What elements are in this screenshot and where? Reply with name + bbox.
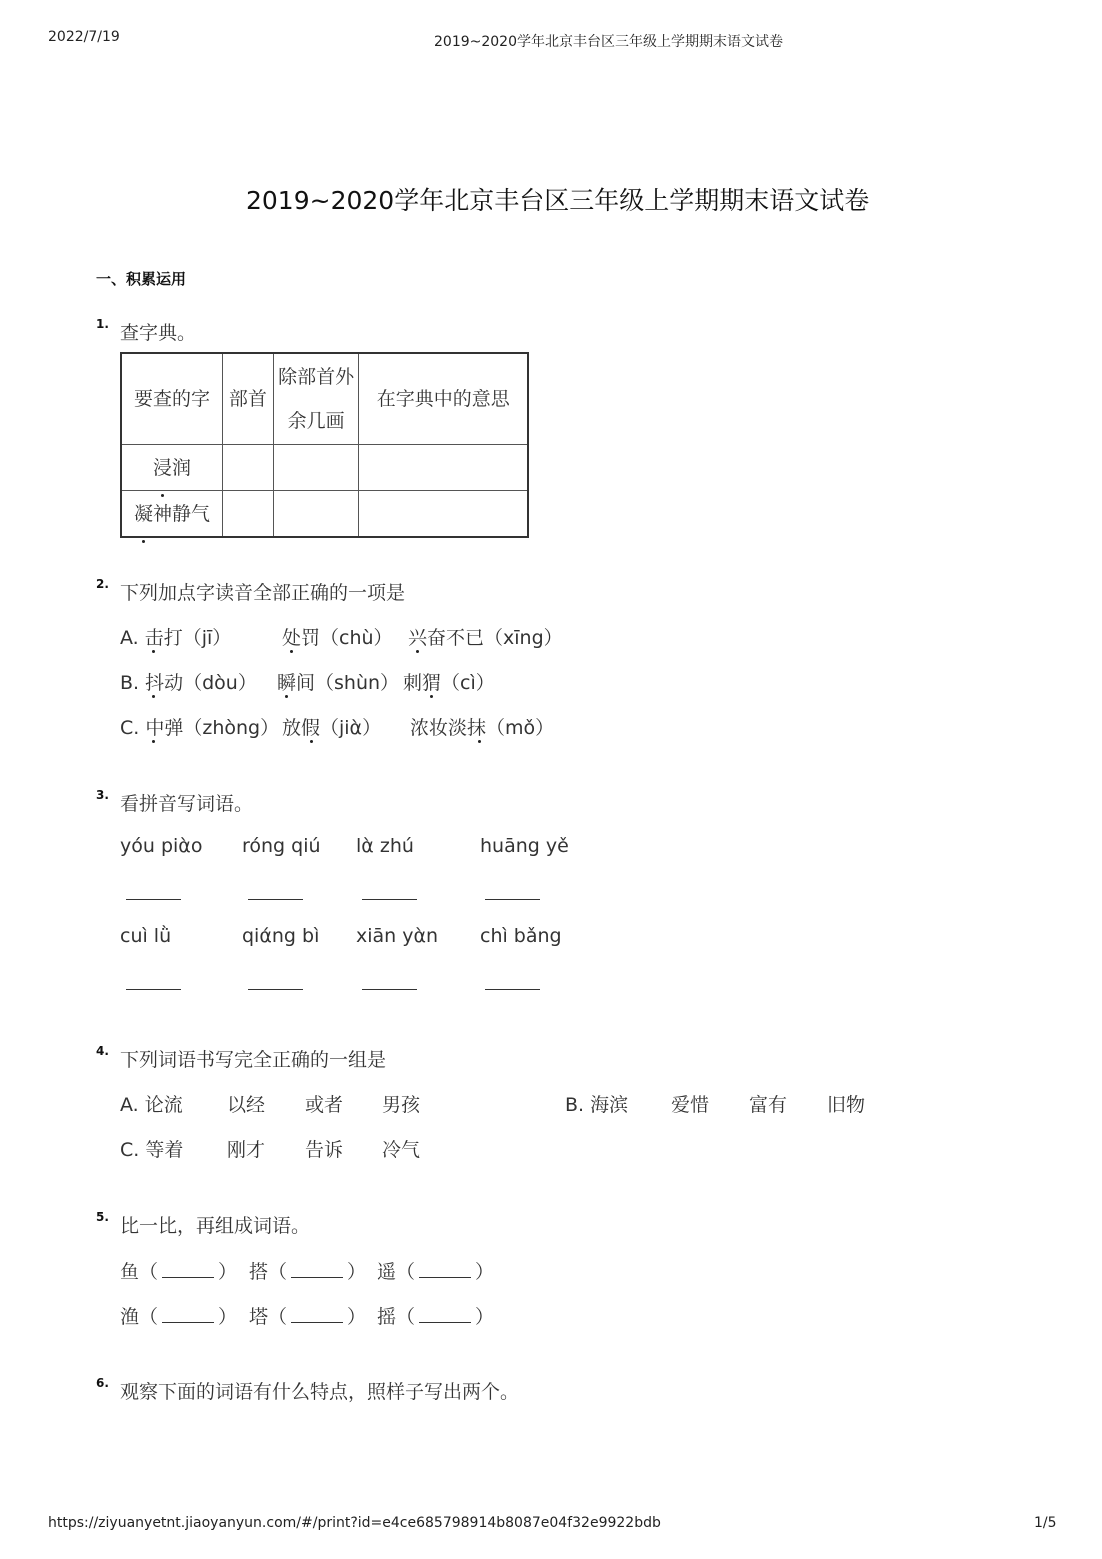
print-header-title: 2019~2020学年北京丰台区三年级上学期期末语文试卷 (434, 34, 783, 50)
char: 搭 (249, 1261, 269, 1283)
dictionary-table (120, 352, 529, 538)
table-row (121, 445, 528, 491)
question-number: 6. (96, 1376, 109, 1390)
page-title: 2019~2020学年北京丰台区三年级上学期期末语文试卷 (246, 186, 870, 215)
option-a-word-2: 处罚（chù） (282, 627, 393, 649)
page-number: 1/5 (1034, 1515, 1057, 1531)
answer-cell[interactable] (223, 445, 274, 491)
compare-row (377, 1302, 494, 1329)
section-heading: 一、积累运用 (96, 270, 187, 288)
footer-url: https://ziyuanyetnt.jiaoyanyun.com/#/print?id=e4ce685798914b8087e04f32e9922bdb (48, 1515, 661, 1531)
table-header-line: 余几画 (287, 410, 345, 432)
dotted-word (153, 446, 191, 490)
paren-open: （ (139, 1261, 159, 1283)
table-cell (121, 491, 223, 538)
pinyin-prompt: huāng yě (480, 835, 569, 857)
table-header-line: 除部首外 (278, 366, 355, 388)
option-c-word-1: C. 中弹（zhòng） (120, 717, 280, 739)
option-c-word: C. 等着 (120, 1139, 184, 1161)
option-a-word: 男孩 (382, 1094, 421, 1116)
answer-cell[interactable] (223, 491, 274, 538)
option-c-word: 刚才 (227, 1139, 266, 1161)
emphasis-dot (478, 740, 481, 743)
answer-line[interactable] (362, 989, 417, 990)
paren-close: ） (475, 1306, 495, 1328)
option-a-word-3: 兴奋不已（xīng） (408, 627, 563, 649)
option-b-word: 旧物 (827, 1094, 866, 1116)
question-prompt: 下列加点字读音全部正确的一项是 (120, 582, 406, 604)
paren-open: （ (139, 1306, 159, 1328)
answer-line[interactable] (485, 989, 540, 990)
answer-line[interactable] (126, 899, 181, 900)
answer-blank[interactable] (291, 1306, 343, 1323)
emphasis-dot (152, 695, 155, 698)
answer-cell[interactable] (273, 491, 359, 538)
question-prompt: 比一比，再组成词语。 (120, 1215, 311, 1237)
paren-close: ） (475, 1261, 495, 1283)
option-b-word: 爱惜 (671, 1094, 710, 1116)
option-c-word: 告诉 (305, 1139, 344, 1161)
paren-open: （ (396, 1306, 416, 1328)
compare-row (377, 1257, 494, 1284)
question-number: 5. (96, 1210, 109, 1224)
char: 遥 (377, 1261, 397, 1283)
answer-blank[interactable] (162, 1261, 214, 1278)
paren-close: ） (347, 1261, 367, 1283)
answer-blank[interactable] (419, 1306, 471, 1323)
question-number: 4. (96, 1044, 109, 1058)
pinyin-prompt: róng qiú (242, 835, 321, 857)
question-number: 2. (96, 577, 109, 591)
char: 渔 (120, 1306, 140, 1328)
answer-line[interactable] (126, 989, 181, 990)
question-number: 3. (96, 788, 109, 802)
answer-line[interactable] (248, 989, 303, 990)
answer-cell[interactable] (359, 491, 528, 538)
print-date: 2022/7/19 (48, 29, 120, 45)
pinyin-prompt: chì bǎng (480, 925, 562, 947)
paren-open: （ (268, 1306, 288, 1328)
option-b-word-1: B. 抖动（dòu） (120, 672, 257, 694)
emphasis-dot (430, 695, 433, 698)
paren-close: ） (218, 1306, 238, 1328)
table-cell (121, 445, 223, 491)
table-header: 部首 (223, 353, 274, 445)
question-prompt: 看拼音写词语。 (120, 793, 254, 815)
emphasis-dot (416, 650, 419, 653)
option-b-word: 富有 (749, 1094, 788, 1116)
option-a-word: 以经 (227, 1094, 266, 1116)
pinyin-prompt: xiān yὰn (356, 925, 439, 947)
question-prompt: 观察下面的词语有什么特点，照样子写出两个。 (120, 1381, 520, 1403)
answer-line[interactable] (362, 899, 417, 900)
answer-line[interactable] (248, 899, 303, 900)
emphasis-dot (290, 650, 293, 653)
pinyin-prompt: lὰ zhú (356, 835, 414, 857)
dotted-word (134, 492, 210, 536)
paren-close: ） (218, 1261, 238, 1283)
emphasis-dot (142, 540, 145, 543)
table-header: 要查的字 (121, 353, 223, 445)
word-text: 浸润 (152, 456, 191, 479)
answer-blank[interactable] (162, 1306, 214, 1323)
compare-row (249, 1257, 366, 1284)
char: 鱼 (120, 1261, 140, 1283)
question-prompt: 下列词语书写完全正确的一组是 (120, 1049, 387, 1071)
option-a-word-1: A. 击打（jī） (120, 627, 232, 649)
answer-cell[interactable] (359, 445, 528, 491)
option-a-word: A. 论流 (120, 1094, 183, 1116)
emphasis-dot (152, 740, 155, 743)
answer-line[interactable] (485, 899, 540, 900)
option-b-word-3: 刺猬（cì） (403, 672, 495, 694)
option-c-word: 冷气 (382, 1139, 421, 1161)
char: 摇 (377, 1306, 397, 1328)
option-c-word-3: 浓妆淡抹（mǒ） (410, 717, 555, 739)
char: 塔 (249, 1306, 269, 1328)
answer-blank[interactable] (291, 1261, 343, 1278)
option-b-word: B. 海滨 (565, 1094, 629, 1116)
word-text: 凝神静气 (133, 502, 210, 525)
table-row (121, 491, 528, 538)
option-a-word: 或者 (305, 1094, 344, 1116)
question-number: 1. (96, 317, 109, 331)
table-header (273, 353, 359, 445)
option-b-word-2: 瞬间（shùn） (277, 672, 400, 694)
compare-row (120, 1302, 237, 1329)
compare-row (249, 1302, 366, 1329)
answer-cell[interactable] (273, 445, 359, 491)
answer-blank[interactable] (419, 1261, 471, 1278)
question-prompt: 查字典。 (120, 322, 197, 344)
emphasis-dot (152, 650, 155, 653)
emphasis-dot (310, 740, 313, 743)
pinyin-prompt: qiάng bì (242, 925, 320, 947)
emphasis-dot (285, 695, 288, 698)
paren-open: （ (268, 1261, 288, 1283)
option-c-word-2: 放假（jiὰ） (282, 717, 382, 739)
table-header-row (121, 353, 528, 445)
table-header: 在字典中的意思 (359, 353, 528, 445)
compare-row (120, 1257, 237, 1284)
paren-close: ） (347, 1306, 367, 1328)
pinyin-prompt: cuì lǜ (120, 925, 172, 947)
paren-open: （ (396, 1261, 416, 1283)
pinyin-prompt: yóu piὰo (120, 835, 203, 857)
